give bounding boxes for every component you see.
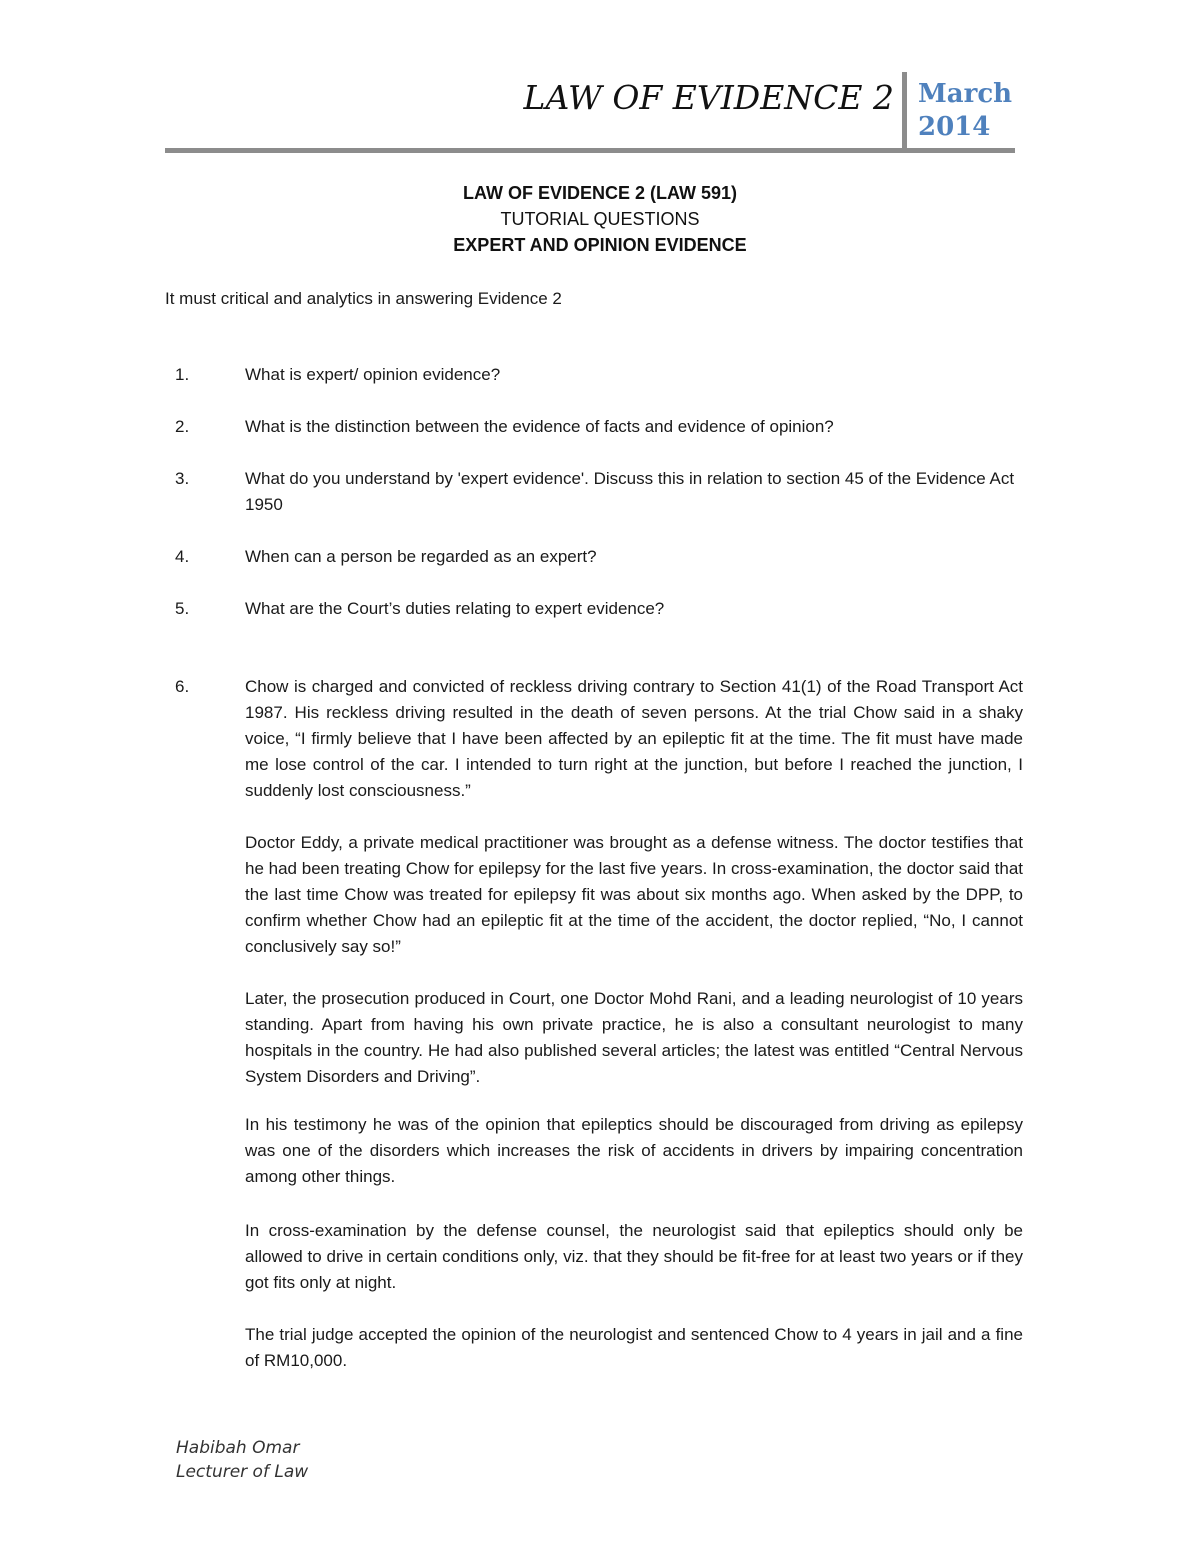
header-month: March [918, 79, 1013, 109]
header-year: 2014 [918, 112, 991, 142]
header-date [918, 78, 1012, 144]
question-number: 1. [175, 365, 190, 384]
question-text: What is the distinction between the evidence of facts and evidence of opinion? [245, 417, 834, 436]
question-number: 3. [175, 469, 190, 488]
scenario-paragraph: In his testimony he was of the opinion that epileptics should be discouraged from driving as epilepsy was one of the disorders which increases the risk of accidents in drivers by impairing concentration among other things. [245, 1115, 1023, 1186]
topic-title: EXPERT AND OPINION EVIDENCE [453, 235, 747, 255]
footer [176, 1436, 308, 1484]
scenario-paragraph: The trial judge accepted the opinion of the neurologist and sentenced Chow to 4 years in jail and a fine of RM10,000. [245, 1325, 1023, 1370]
header-horizontal-rule [165, 148, 1015, 153]
question-number: 6. [175, 677, 190, 696]
scenario-paragraph: Doctor Eddy, a private medical practitioner was brought as a defense witness. The doctor testifies that he had been treating Chow for epilepsy for the last five years. In cross-examination, the doctor said that the last time Chow was treated for epilepsy fit was about six months ago. When asked by the DPP, to confirm whether Chow had an epileptic fit at the time of the accident, the doctor replied, “No, I cannot conclusively say so!” [245, 833, 1023, 956]
header-title: LAW OF EVIDENCE 2 [523, 78, 894, 117]
intro-text: It must critical and analytics in answering Evidence 2 [165, 289, 562, 308]
author-role: Lecturer of Law [176, 1462, 309, 1482]
question-text: Chow is charged and convicted of reckless driving contrary to Section 41(1) of the Road Transport Act 1987. His reckless driving resulted in the death of seven persons. At the trial Chow said in a shaky voice, “I firmly believe that I have been affected by an epileptic fit at the time. The fit must have made me lose control of the car. I intended to turn right at the junction, but before I reached the junction, I suddenly lost consciousness.” [245, 677, 1023, 800]
question-number: 2. [175, 417, 190, 436]
question-text: What do you understand by 'expert evidence'. Discuss this in relation to section 45 of the Evidence Act 1950 [245, 469, 1015, 514]
document-subtitle: TUTORIAL QUESTIONS [500, 209, 700, 229]
question-text: What are the Court’s duties relating to expert evidence? [245, 599, 665, 618]
course-title: LAW OF EVIDENCE 2 (LAW 591) [462, 183, 738, 203]
question-text: When can a person be regarded as an expert? [245, 547, 597, 566]
header-vertical-divider [902, 72, 907, 152]
question-number: 4. [175, 547, 190, 566]
author-name: Habibah Omar [176, 1438, 300, 1458]
question-number: 5. [175, 599, 190, 618]
question-text: What is expert/ opinion evidence? [245, 365, 501, 384]
scenario-paragraph: In cross-examination by the defense counsel, the neurologist said that epileptics should only be allowed to drive in certain conditions only, viz. that they should be fit-free for at least two years or if they got fits only at night. [245, 1221, 1023, 1292]
scenario-paragraph: Later, the prosecution produced in Court, one Doctor Mohd Rani, and a leading neurologist of 10 years standing. Apart from having his own private practice, he is also a consultant neurologist to many hospitals in the country. He had also published several articles; the latest was entitled “Central Nervous System Disorders and Driving”. [245, 989, 1023, 1086]
